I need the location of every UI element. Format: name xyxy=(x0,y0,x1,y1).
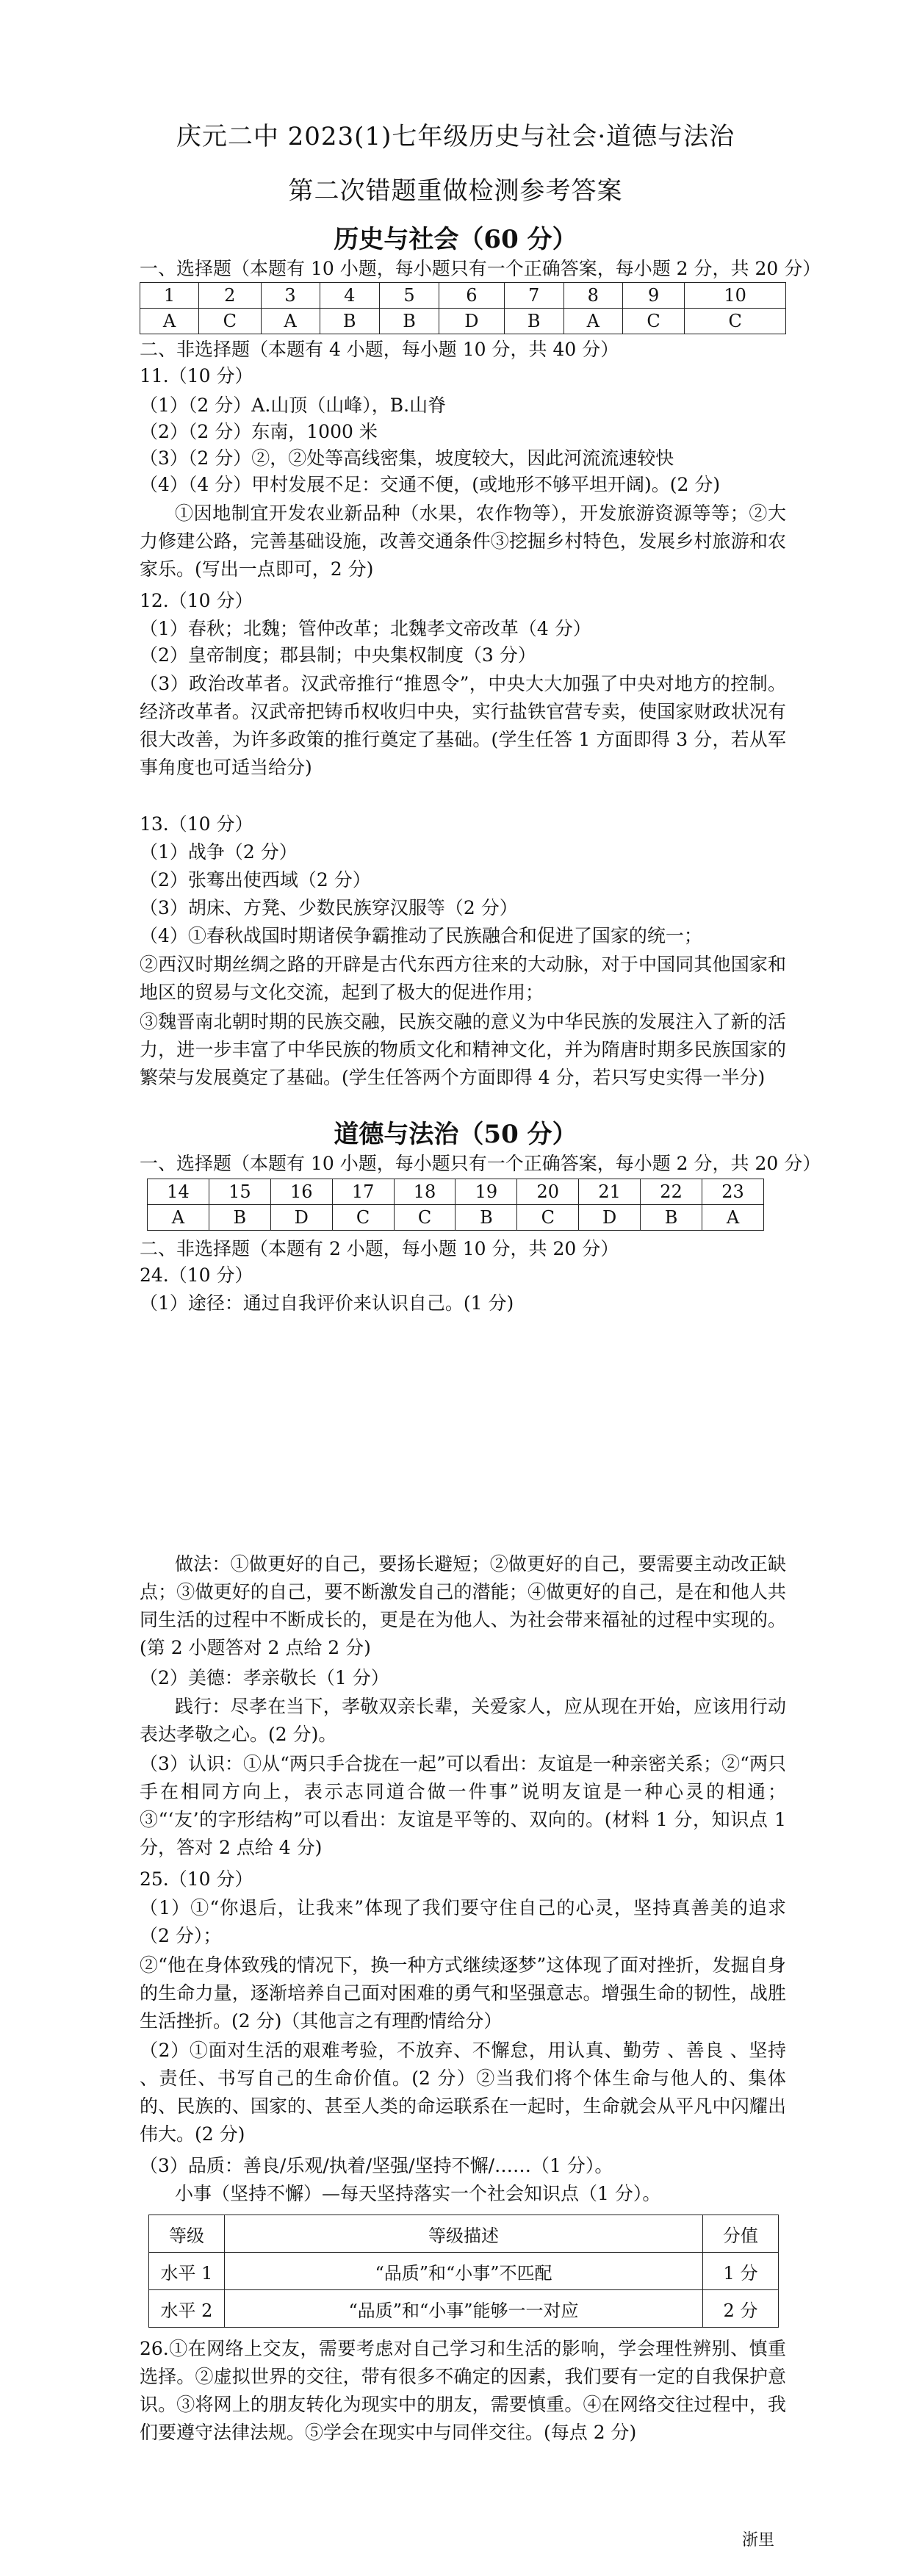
rubric-cell: “品质”和“小事”能够一一对应 xyxy=(225,2290,703,2328)
q12-answer-1: （1）春秋；北魏；管仲改革；北魏孝文帝改革（4 分） xyxy=(140,618,591,639)
q13-answer-1: （1）战争（2 分） xyxy=(140,841,298,863)
answer-number-cell: 5 xyxy=(379,283,439,309)
footer-watermark: 浙里 xyxy=(742,2531,775,2550)
answer-number-cell: 3 xyxy=(261,283,320,309)
q25-answer-3: （2）①面对生活的艰难考验，不放弃、不懈怠，用认真、勤劳 、善良 、坚持 、责任、书写自己的生命价值。(2 分）②当我们将个体生命与他人的、集体的、民族的、国家的、甚至人类的命运联系在一起时，生命就会从平凡中闪耀出伟大。(2 分) xyxy=(140,2040,786,2145)
q24-answer-4: 践行：尽孝在当下，孝敬双亲长辈，关爱家人，应从现在开始，应该用行动表达孝敬之心。(2 分)。 xyxy=(140,1696,786,1745)
answer-letter-cell: D xyxy=(439,309,504,334)
morality-answer-table xyxy=(147,1179,764,1231)
answer-number-cell: 22 xyxy=(641,1179,702,1205)
rubric-cell: “品质”和“小事”不匹配 xyxy=(225,2253,703,2290)
history-answer-table xyxy=(140,282,786,334)
rubric-row xyxy=(149,2290,779,2328)
q24-answer-1: （1）途径：通过自我评价来认识自己。(1 分) xyxy=(140,1292,514,1314)
answer-letter-cell: B xyxy=(379,309,439,334)
answer-number-cell: 10 xyxy=(685,283,786,309)
document-subtitle: 第二次错题重做检测参考答案 xyxy=(288,176,623,206)
q11-heading: 11.（10 分） xyxy=(140,365,253,386)
answer-number-cell: 8 xyxy=(563,283,622,309)
q13-answer-6: ③魏晋南北朝时期的民族交融，民族交融的意义为中华民族的发展注入了新的活力，进一步丰富了中华民族的物质文化和精神文化，并为隋唐时期多民族国家的繁荣与发展奠定了基础。(学生任答两个方面即得 4 分，若只写史实得一半分) xyxy=(140,1011,786,1088)
history-answer-letters-row xyxy=(140,309,786,334)
history-nonchoice-intro: 二、非选择题（本题有 4 小题，每小题 10 分，共 40 分） xyxy=(140,339,619,360)
answer-letter-cell: A xyxy=(261,309,320,334)
answer-letter-cell: C xyxy=(622,309,685,334)
rubric-header-row xyxy=(149,2215,779,2253)
rubric-cell: 1 分 xyxy=(703,2253,779,2290)
rubric-header-cell: 等级 xyxy=(149,2215,225,2253)
q24-heading: 24.（10 分） xyxy=(140,1264,253,1286)
answer-number-cell: 18 xyxy=(394,1179,455,1205)
q26-answer: 26.①在网络上交友，需要考虑对自己学习和生活的影响，学会理性辨别、慎重选择。②虚拟世界的交往，带有很多不确定的因素，我们要有一定的自我保护意识。③将网上的朋友转化为现实中的朋友，需要慎重。④在网络交往过程中，我们要遵守法律法规。⑤学会在现实中与同伴交往。(每点 2 分) xyxy=(140,2338,786,2443)
answer-number-cell: 4 xyxy=(320,283,379,309)
q13-answer-4: （4）①春秋战国时期诸侯争霸推动了民族融合和促进了国家的统一； xyxy=(140,925,702,946)
morality-answer-letters-row xyxy=(148,1205,764,1231)
q11-answer-4: （4）（4 分）甲村发展不足：交通不便，(或地形不够平坦开阔)。(2 分) xyxy=(140,474,721,495)
morality-section-heading: 道德与法治（50 分） xyxy=(334,1120,577,1149)
answer-letter-cell: B xyxy=(455,1205,517,1231)
q24-answer-3: （2）美德：孝亲敬长（1 分） xyxy=(140,1667,389,1688)
answer-letter-cell: A xyxy=(702,1205,764,1231)
answer-letter-cell: B xyxy=(504,309,563,334)
answer-letter-cell: B xyxy=(209,1205,270,1231)
rubric-cell: 水平 2 xyxy=(149,2290,225,2328)
history-choice-intro: 一、选择题（本题有 10 小题，每小题只有一个正确答案，每小题 2 分，共 20 分） xyxy=(140,258,821,279)
q24-answer-2: 做法：①做更好的自己，要扬长避短；②做更好的自己，要需要主动改正缺点；③做更好的自己，要不断激发自己的潜能；④做更好的自己，是在和他人共同生活的过程中不断成长的，更是在为他人、为社会带来福祉的过程中实现的。(第 2 小题答对 2 点给 2 分) xyxy=(140,1553,786,1658)
answer-letter-cell: C xyxy=(685,309,786,334)
q13-answer-3: （3）胡床、方凳、少数民族穿汉服等（2 分） xyxy=(140,897,518,918)
history-answer-numbers-row xyxy=(140,283,786,309)
answer-number-cell: 7 xyxy=(504,283,563,309)
history-section-heading: 历史与社会（60 分） xyxy=(334,225,577,254)
answer-letter-cell: D xyxy=(270,1205,332,1231)
morality-nonchoice-intro: 二、非选择题（本题有 2 小题，每小题 10 分，共 20 分） xyxy=(140,1238,619,1259)
q25-answer-4: （3）品质：善良/乐观/执着/坚强/坚持不懈/……（1 分）。 xyxy=(140,2155,613,2176)
rubric-cell: 水平 1 xyxy=(149,2253,225,2290)
q12-answer-3: （3）政治改革者。汉武帝推行“推恩令”，中央大大加强了中央对地方的控制。经济改革者。汉武帝把铸币权收归中央，实行盐铁官营专卖，使国家财政状况有很大改善，为许多政策的推行奠定了基础。(学生任答 1 方面即得 3 分，若从军事角度也可适当给分) xyxy=(140,673,786,778)
document-title: 庆元二中 2023(1)七年级历史与社会·道德与法治 xyxy=(176,122,735,151)
rubric-header-cell: 等级描述 xyxy=(225,2215,703,2253)
q12-heading: 12.（10 分） xyxy=(140,590,253,611)
answer-letter-cell: C xyxy=(199,309,262,334)
q12-answer-2: （2）皇帝制度；郡县制；中央集权制度（3 分） xyxy=(140,644,536,666)
answer-number-cell: 20 xyxy=(517,1179,579,1205)
answer-number-cell: 9 xyxy=(622,283,685,309)
morality-answer-numbers-row xyxy=(148,1179,764,1205)
q25-heading: 25.（10 分） xyxy=(140,1868,253,1890)
answer-number-cell: 15 xyxy=(209,1179,270,1205)
q13-answer-2: （2）张骞出使西域（2 分） xyxy=(140,869,371,891)
answer-number-cell: 23 xyxy=(702,1179,764,1205)
q13-heading: 13.（10 分） xyxy=(140,813,253,835)
q11-answer-5: ①因地制宜开发农业新品种（水果，农作物等），开发旅游资源等等；②大力修建公路，完善基础设施，改善交通条件③挖掘乡村特色，发展乡村旅游和农家乐。(写出一点即可，2 分) xyxy=(140,503,786,580)
answer-number-cell: 2 xyxy=(199,283,262,309)
answer-letter-cell: A xyxy=(140,309,199,334)
answer-letter-cell: D xyxy=(579,1205,641,1231)
answer-letter-cell: A xyxy=(563,309,622,334)
answer-number-cell: 6 xyxy=(439,283,504,309)
q25-answer-2: ②“他在身体致残的情况下，换一种方式继续逐梦”这体现了面对挫折，发掘自身的生命力量，逐渐培养自己面对困难的勇气和坚强意志。增强生命的韧性，战胜生活挫折。(2 分)（其他言之有理酌情给分） xyxy=(140,1954,786,2032)
q25-answer-5: 小事（坚持不懈）—每天坚持落实一个社会知识点（1 分）。 xyxy=(175,2183,661,2204)
answer-letter-cell: B xyxy=(641,1205,702,1231)
q25-rubric-table xyxy=(148,2215,779,2328)
answer-letter-cell: B xyxy=(320,309,379,334)
q11-answer-1: （1）（2 分）A.山顶（山峰），B.山脊 xyxy=(140,395,447,416)
q11-answer-2: （2）（2 分）东南，1000 米 xyxy=(140,421,378,442)
answer-letter-cell: C xyxy=(517,1205,579,1231)
answer-number-cell: 19 xyxy=(455,1179,517,1205)
q11-answer-3: （3）（2 分）②，②处等高线密集，坡度较大，因此河流流速较快 xyxy=(140,447,674,469)
rubric-cell: 2 分 xyxy=(703,2290,779,2328)
answer-number-cell: 1 xyxy=(140,283,199,309)
q24-answer-5: （3）认识：①从“两只手合拢在一起”可以看出：友谊是一种亲密关系；②“两只手在相同方向上，表示志同道合做一件事”说明友谊是一种心灵的相通；③“‘友’的字形结构”可以看出：友谊是平等的、双向的。(材料 1 分，知识点 1 分，答对 2 点给 4 分) xyxy=(140,1753,786,1858)
answer-letter-cell: C xyxy=(332,1205,394,1231)
q25-answer-1: （1）①“你退后，让我来”体现了我们要守住自己的心灵，坚持真善美的追求（2 分）； xyxy=(140,1897,786,1946)
rubric-header-cell: 分值 xyxy=(703,2215,779,2253)
q13-answer-5: ②西汉时期丝绸之路的开辟是古代东西方往来的大动脉，对于中国同其他国家和地区的贸易与文化交流，起到了极大的促进作用； xyxy=(140,954,786,1003)
answer-number-cell: 17 xyxy=(332,1179,394,1205)
answer-number-cell: 21 xyxy=(579,1179,641,1205)
rubric-row xyxy=(149,2253,779,2290)
answer-number-cell: 14 xyxy=(148,1179,209,1205)
answer-number-cell: 16 xyxy=(270,1179,332,1205)
answer-letter-cell: C xyxy=(394,1205,455,1231)
answer-letter-cell: A xyxy=(148,1205,209,1231)
morality-choice-intro: 一、选择题（本题有 10 小题，每小题只有一个正确答案，每小题 2 分，共 20 分） xyxy=(140,1153,821,1174)
